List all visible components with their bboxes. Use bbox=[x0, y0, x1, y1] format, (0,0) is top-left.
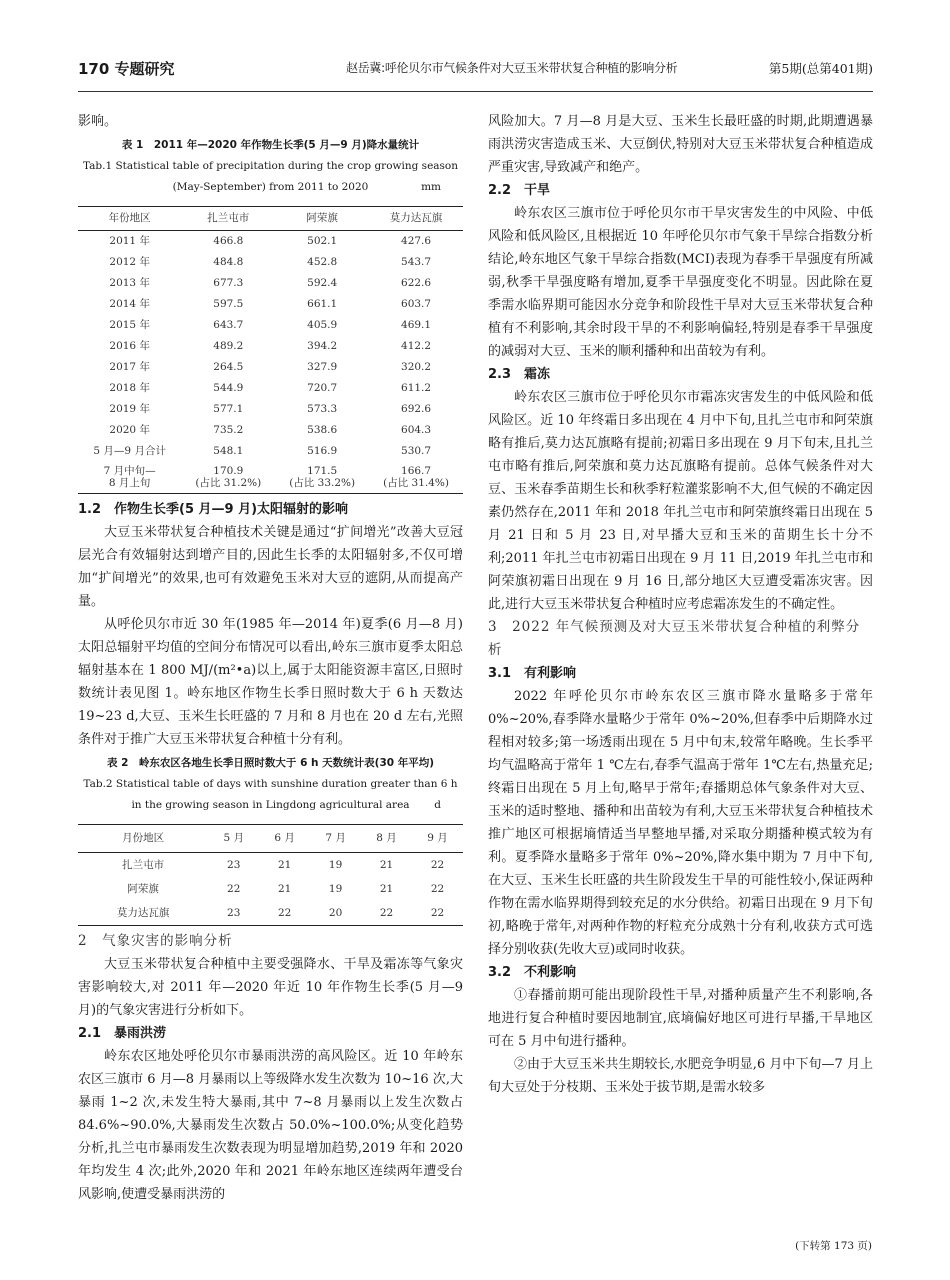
table-cell: 573.3 bbox=[307, 403, 338, 415]
paragraph: ①春播前期可能出现阶段性干旱,对播种质量产生不利影响,各地进行复合种植时要因地制宜,底墒偏好地区可进行早播,干旱地区可在 5 月中旬进行播种。 bbox=[488, 988, 873, 1049]
section-2-2-heading: 2.2 干旱 bbox=[488, 183, 551, 198]
right-column bbox=[488, 110, 873, 1099]
article-title: 赵岳冀:呼伦贝尔市气候条件对大豆玉米带状复合种植的影响分析 bbox=[346, 61, 678, 75]
table-header: 阿荣旗 bbox=[275, 207, 369, 231]
table-cell: 166.7 (占比 31.4%) bbox=[383, 465, 449, 489]
table-cell: 516.9 bbox=[307, 445, 338, 457]
table-cell: 264.5 bbox=[213, 361, 244, 373]
paragraph: ②由于大豆玉米共生期较长,水肥竞争明显,6 月中下旬—7 月上旬大豆处于分枝期、玉米处于拔节期,是需水较多 bbox=[488, 1057, 873, 1095]
table-cell: 23 bbox=[227, 906, 241, 919]
table-cell: 604.3 bbox=[401, 424, 432, 436]
section-2-heading: 2 气象灾害的影响分析 bbox=[78, 933, 233, 949]
table2-caption-en2: in the growing season in Lingdong agricultural area bbox=[131, 799, 410, 811]
table-cell: 2013 年 bbox=[109, 277, 150, 289]
table-cell: 469.1 bbox=[401, 319, 432, 331]
table-cell: 22 bbox=[430, 858, 445, 871]
table-row bbox=[78, 252, 463, 273]
table-cell: 692.6 bbox=[401, 403, 432, 415]
table-cell: 543.7 bbox=[401, 256, 432, 268]
table-row bbox=[78, 441, 463, 462]
table-cell: 530.7 bbox=[401, 445, 432, 457]
table-cell: 22 bbox=[430, 882, 445, 895]
table-row bbox=[78, 273, 463, 294]
table-cell: 2018 年 bbox=[109, 382, 150, 394]
table-header-row bbox=[78, 207, 463, 231]
table-cell: 327.9 bbox=[307, 361, 338, 373]
table-cell: 阿荣旗 bbox=[127, 882, 159, 895]
table-cell: 21 bbox=[277, 882, 292, 895]
table-row bbox=[78, 294, 463, 315]
table-cell: 2019 年 bbox=[109, 403, 150, 415]
table-cell: 502.1 bbox=[307, 235, 338, 247]
paragraph: 大豆玉米带状复合种植中主要受强降水、干旱及霜冻等气象灾害影响较大,对 2011 年—2020 年近 10 年作物生长季(5 月—9 月)的气象灾害进行分析如下。 bbox=[78, 957, 463, 1018]
table-cell: 427.6 bbox=[401, 235, 432, 247]
table-cell: 20 bbox=[328, 906, 343, 919]
table-row bbox=[78, 901, 463, 926]
table-cell: 466.8 bbox=[213, 235, 244, 247]
table-row bbox=[78, 399, 463, 420]
table-header: 8 月 bbox=[361, 825, 412, 853]
table-cell: 2014 年 bbox=[109, 298, 150, 310]
table-cell: 405.9 bbox=[307, 319, 338, 331]
table-header: 5 月 bbox=[208, 825, 259, 853]
running-header bbox=[78, 58, 873, 80]
table1-caption-cn: 表 1 2011 年—2020 年作物生长季(5 月—9 月)降水量统计 bbox=[121, 139, 420, 151]
table-cell: 2017 年 bbox=[109, 361, 150, 373]
table-header: 7 月 bbox=[310, 825, 361, 853]
table1-unit: mm bbox=[421, 181, 441, 193]
section-2-3-heading: 2.3 霜冻 bbox=[488, 367, 551, 382]
table-cell: 扎兰屯市 bbox=[122, 858, 165, 871]
table-header: 6 月 bbox=[259, 825, 310, 853]
table-cell: 597.5 bbox=[213, 298, 244, 310]
paragraph-intro: 影响。 bbox=[78, 114, 118, 129]
sunshine-table bbox=[78, 824, 463, 926]
table-cell: 21 bbox=[379, 858, 394, 871]
table-cell: 622.6 bbox=[401, 277, 432, 289]
section-3-heading: 3 2022 年气候预测及对大豆玉米带状复合种植的利弊分析 bbox=[488, 619, 861, 658]
table-cell: 22 bbox=[277, 906, 292, 919]
table-row bbox=[78, 420, 463, 441]
table-row bbox=[78, 378, 463, 399]
left-column bbox=[78, 110, 463, 1206]
table-cell: 171.5 (占比 33.2%) bbox=[289, 465, 356, 489]
table-cell: 735.2 bbox=[213, 424, 244, 436]
paragraph: 2022 年呼伦贝尔市岭东农区三旗市降水量略多于常年 0%~20%,春季降水量略少于常年 0%~20%,但春季中后期降水过程相对较多;第一场透雨出现在 5 月中旬末,较常年略晚。生长季平均气温略高于常年 1 ℃左右,春季气温高于常年 1℃左右,热量充足;终霜日出现在 5 月上旬,略早于常年;春播期总体气象条件对大豆、玉米的适时整地、播种和出苗较为有利,大豆玉米带状复合种植技术推广地区可根据墒情适当早整地早播,对采取分期播种模式较为有利。夏季降水量略多于常年 0%~20%,降水集中期为 7 月中下旬,在大豆、玉米生长旺盛的共生阶段发生干旱的可能性较小,保证两种作物在需水临界期得到较充足的水分供给。初霜日出现在 9 月下旬初,略晚于常年,对两种作物的籽粒充分成熟十分有利,收获方式可选择分别收获(先收大豆)或同时收获。 bbox=[488, 689, 873, 957]
table-cell: 22 bbox=[227, 882, 241, 895]
table-cell: 484.8 bbox=[213, 256, 244, 268]
table-cell: 412.2 bbox=[401, 340, 432, 352]
header-rule bbox=[78, 91, 873, 92]
table-header: 扎兰屯市 bbox=[181, 207, 275, 231]
table2-caption-cn: 表 2 岭东农区各地生长季日照时数大于 6 h 天数统计表(30 年平均) bbox=[106, 757, 435, 769]
table-cell: 548.1 bbox=[213, 445, 244, 457]
table-row bbox=[78, 336, 463, 357]
table-row bbox=[78, 462, 463, 494]
table-cell: 2011 年 bbox=[109, 235, 150, 247]
table-cell: 21 bbox=[277, 858, 292, 871]
table-cell: 2012 年 bbox=[109, 256, 150, 268]
table-cell: 22 bbox=[379, 906, 394, 919]
table-cell: 22 bbox=[430, 906, 445, 919]
paragraph: 岭东农区三旗市位于呼伦贝尔市霜冻灾害发生的中低风险和低风险区。近 10 年终霜日多出现在 4 月中下旬,且扎兰屯市和阿荣旗略有推后,莫力达瓦旗略有提前;初霜日多出现在 9 月下旬末,且扎兰屯市略有推后,阿荣旗和莫力达瓦旗略有提前。总体气候条件对大豆、玉米春季苗期生长和秋季籽粒灌浆影响不大,但气候的不确定因素仍然存在,2011 年和 2018 年扎兰屯市和阿荣旗终霜日出现在 5 月 21 日和 5 月 23 日,对早播大豆和玉米的苗期生长十分不利;2011 年扎兰屯市初霜日出现在 9 月 11 日,2019 年扎兰屯市和阿荣旗初霜日出现在 9 月 16 日,部分地区大豆遭受霜冻灾害。因此,进行大豆玉米带状复合种植时应考虑霜冻发生的不确定性。 bbox=[488, 390, 873, 612]
table-cell: 5 月—9 月合计 bbox=[93, 445, 166, 457]
table-cell: 7 月中旬— 8 月上旬 bbox=[103, 465, 156, 489]
table-header-row bbox=[78, 825, 463, 853]
table-row bbox=[78, 877, 463, 901]
table-cell: 23 bbox=[227, 858, 241, 871]
table-cell: 544.9 bbox=[213, 382, 244, 394]
table-row bbox=[78, 315, 463, 336]
table-cell: 538.6 bbox=[307, 424, 338, 436]
table2-caption bbox=[78, 753, 463, 816]
paragraph: 岭东农区三旗市位于呼伦贝尔市干旱灾害发生的中风险、中低风险和低风险区,且根据近 10 年呼伦贝尔市气象干旱综合指数分析结论,岭东地区气象干旱综合指数(MCI)表现为春季干旱强度有所减弱,秋季干旱强度略有增加,夏季干旱强度变化不明显。因此除在夏季需水临界期可能因水分竞争和阶段性干旱对大豆玉米带状复合种植有不利影响,其余时段干旱的不利影响偏轻,特别是春季干旱强度的减弱对大豆、玉米的顺利播种和出苗较为有利。 bbox=[488, 206, 873, 359]
table-row bbox=[78, 357, 463, 378]
precipitation-table bbox=[78, 206, 463, 494]
table-cell: 2015 年 bbox=[109, 319, 150, 331]
section-3-2-heading: 3.2 不利影响 bbox=[488, 965, 577, 980]
table-cell: 2020 年 bbox=[109, 424, 150, 436]
table-header: 9 月 bbox=[412, 825, 463, 853]
table-row bbox=[78, 231, 463, 253]
table-cell: 720.7 bbox=[307, 382, 338, 394]
issue-info: 第5期(总第401期) bbox=[768, 61, 873, 76]
table-row bbox=[78, 853, 463, 878]
section-2-1-heading: 2.1 暴雨洪涝 bbox=[78, 1026, 167, 1041]
table-cell: 19 bbox=[328, 858, 343, 871]
section-3-1-heading: 3.1 有利影响 bbox=[488, 666, 577, 681]
paragraph: 风险加大。7 月—8 月是大豆、玉米生长最旺盛的时期,此期遭遇暴雨洪涝灾害造成玉米、大豆倒伏,特别对大豆玉米带状复合种植造成严重灾害,导致减产和绝产。 bbox=[488, 114, 873, 175]
table2-unit: d bbox=[434, 799, 441, 811]
continued-note: (下转第 173 页) bbox=[795, 1240, 872, 1252]
table-header: 月份地区 bbox=[78, 825, 208, 853]
table-cell: 320.2 bbox=[401, 361, 432, 373]
table-cell: 592.4 bbox=[307, 277, 338, 289]
paragraph: 从呼伦贝尔市近 30 年(1985 年—2014 年)夏季(6 月—8 月)太阳总辐射平均值的空间分布情况可以看出,岭东三旗市夏季太阳总辐射基本在 1 800 MJ/(m²•a)以上,属于太阳能资源丰富区,日照时数统计表见图 1。岭东地区作物生长季日照时数大于 6 h 天数达 19~23 d,大豆、玉米生长旺盛的 7 月和 8 月也在 20 d 左右,光照条件对于推广大豆玉米带状复合种植十分有利。 bbox=[78, 617, 463, 747]
table-cell: 21 bbox=[379, 882, 394, 895]
table-cell: 577.1 bbox=[213, 403, 244, 415]
table1-caption-en1: Tab.1 Statistical table of precipitation during the crop growing season bbox=[82, 160, 459, 172]
table-header: 年份地区 bbox=[78, 207, 181, 231]
table-cell: 489.2 bbox=[213, 340, 244, 352]
table-cell: 19 bbox=[328, 882, 343, 895]
table-cell: 611.2 bbox=[401, 382, 432, 394]
table-cell: 2016 年 bbox=[109, 340, 150, 352]
table-cell: 莫力达瓦旗 bbox=[116, 906, 170, 919]
table2-caption-en1: Tab.2 Statistical table of days with sunshine duration greater than 6 h bbox=[83, 778, 458, 790]
section-1-2-heading: 1.2 作物生长季(5 月—9 月)太阳辐射的影响 bbox=[78, 502, 349, 517]
table-cell: 452.8 bbox=[307, 256, 338, 268]
table-cell: 677.3 bbox=[213, 277, 244, 289]
table-cell: 603.7 bbox=[401, 298, 432, 310]
table-cell: 643.7 bbox=[213, 319, 244, 331]
table-cell: 661.1 bbox=[307, 298, 338, 310]
table-cell: 170.9 (占比 31.2%) bbox=[195, 465, 262, 489]
paragraph: 岭东农区地处呼伦贝尔市暴雨洪涝的高风险区。近 10 年岭东农区三旗市 6 月—8 月暴雨以上等级降水发生次数为 10~16 次,大暴雨 1~2 次,未发生特大暴雨,其中 7~8 月暴雨以上发生次数占 84.6%~90.0%,大暴雨发生次数占 50.0%~100.0%;从变化趋势分析,扎兰屯市暴雨发生次数表现为明显增加趋势,2019 年和 2020 年均发生 4 次;此外,2020 年和 2021 年岭东地区连续两年遭受台风影响,使遭受暴雨洪涝的 bbox=[78, 1049, 463, 1202]
table-cell: 394.2 bbox=[307, 340, 338, 352]
page-number: 170 专题研究 bbox=[78, 60, 175, 78]
table-header: 莫力达瓦旗 bbox=[369, 207, 463, 231]
table1-caption bbox=[78, 135, 463, 198]
table1-caption-en2: (May-September) from 2011 to 2020 bbox=[172, 181, 369, 193]
paragraph: 大豆玉米带状复合种植技术关键是通过“扩间增光”改善大豆冠层光合有效辐射达到增产目的,因此生长季的太阳辐射多,不仅可增加“扩间增光”的效果,也可有效避免玉米对大豆的遮阴,从而提高产量。 bbox=[78, 525, 463, 609]
